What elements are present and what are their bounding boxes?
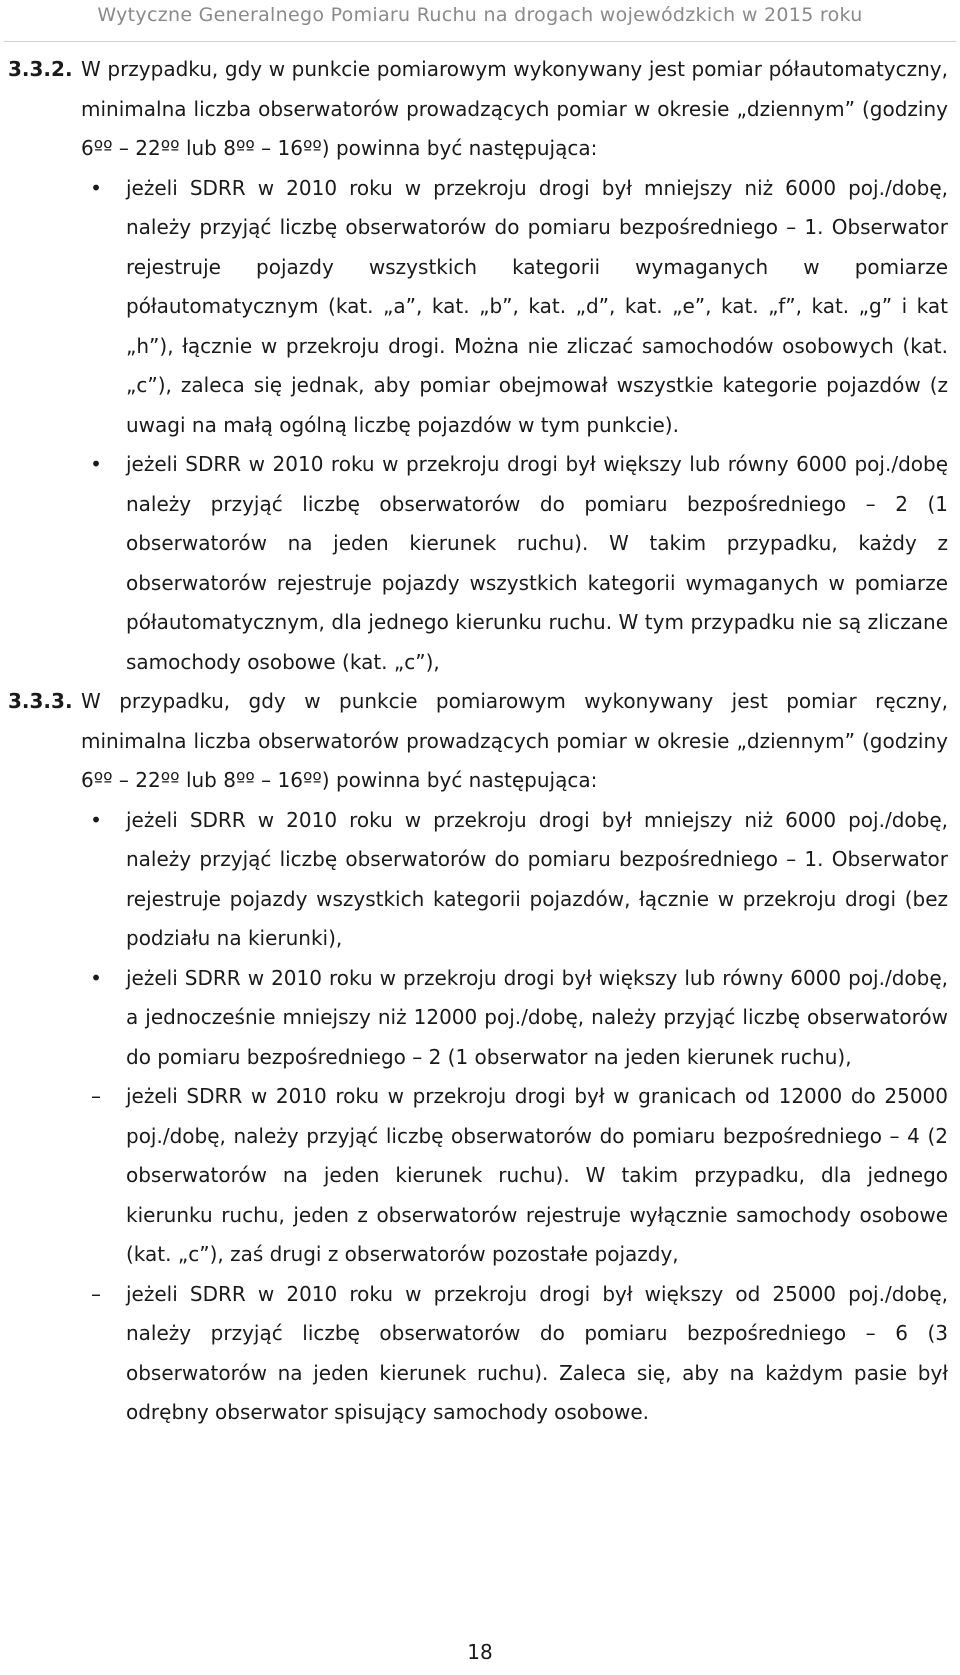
list-item-text: jeżeli SDRR w 2010 roku w przekroju drogi był w granicach od 12000 do 25000 poj./dobę, należy przyjąć liczbę obserwatorów do pomiaru bezpośredniego – 4 (2 obserwatorów na jeden kierunek ruchu). W takim przypadku, dla jednego kierunku ruchu, jeden z obserwatorów rejestruje wyłącznie samochody osobowe (kat. „c”), zaś drugi z obserwatorów pozostałe pojazdy, — [126, 1084, 948, 1266]
list-item-text: jeżeli SDRR w 2010 roku w przekroju drogi był większy lub równy 6000 poj./dobę należy przyjąć liczbę obserwatorów do pomiaru bezpośredniego – 2 (1 obserwatorów na jeden kierunek ruchu). W takim przypadku, każdy z obserwatorów rejestruje pojazdy wszystkich kategorii wymaganych w pomiarze półautomatycznym, dla jednego kierunku ruchu. W tym przypadku nie są zliczane samochody osobowe (kat. „c”), — [126, 452, 948, 674]
dash-icon: – — [91, 1281, 101, 1306]
section-intro: W przypadku, gdy w punkcie pomiarowym wykonywany jest pomiar półautomatyczny, minimalna liczba obserwatorów prowadzących pomiar w okresie „dziennym” (godziny 6ºº – 22ºº lub 8ºº – 16ºº) powinna być następująca: — [81, 57, 948, 160]
list-item-text: jeżeli SDRR w 2010 roku w przekroju drogi był większy lub równy 6000 poj./dobę, a jednocześnie mniejszy niż 12000 poj./dobę, należy przyjąć liczbę obserwatorów do pomiaru bezpośredniego – 2 (1 obserwator na jeden kierunek ruchu), — [126, 965, 948, 1069]
running-header: Wytyczne Generalnego Pomiaru Ruchu na drogach wojewódzkich w 2015 roku — [97, 4, 863, 26]
bullet-icon: • — [90, 807, 102, 832]
dash-icon: – — [91, 1084, 101, 1108]
list-item — [90, 445, 948, 682]
list-item — [91, 1275, 948, 1433]
section-3-3-3 — [8, 682, 948, 801]
list-item — [91, 1077, 948, 1275]
list-item-text: jeżeli SDRR w 2010 roku w przekroju drogi był mniejszy niż 6000 poj./dobę, należy przyjąć liczbę obserwatorów do pomiaru bezpośredniego – 1. Obserwator rejestruje pojazdy wszystkich kategorii pojazdów, łącznie w przekroju drogi (bez podziału na kierunki), — [126, 807, 948, 950]
section-3-3-2 — [8, 50, 948, 169]
list-item — [90, 959, 948, 1078]
section-number: 3.3.3. — [8, 689, 73, 713]
list-item — [90, 801, 948, 959]
bullet-icon: • — [90, 452, 102, 476]
section-number: 3.3.2. — [8, 57, 73, 81]
header-divider — [4, 41, 956, 42]
page-number: 18 — [467, 1640, 493, 1664]
bullet-icon: • — [90, 965, 102, 990]
section-intro: W przypadku, gdy w punkcie pomiarowym wykonywany jest pomiar ręczny, minimalna liczba obserwatorów prowadzących pomiar w okresie „dziennym” (godziny 6ºº – 22ºº lub 8ºº – 16ºº) powinna być następująca: — [81, 689, 948, 792]
list-item — [90, 169, 948, 446]
bullet-icon: • — [90, 175, 102, 200]
list-item-text: jeżeli SDRR w 2010 roku w przekroju drogi był większy od 25000 poj./dobę, należy przyjąć liczbę obserwatorów do pomiaru bezpośredniego – 6 (3 obserwatorów na jeden kierunek ruchu). Zaleca się, aby na każdym pasie był odrębny obserwator spisujący samochody osobowe. — [126, 1281, 948, 1424]
list-item-text: jeżeli SDRR w 2010 roku w przekroju drogi był mniejszy niż 6000 poj./dobę, należy przyjąć liczbę obserwatorów do pomiaru bezpośredniego – 1. Obserwator rejestruje pojazdy wszystkich kategorii wymaganych w pomiarze półautomatycznym (kat. „a”, kat. „b”, kat. „d”, kat. „e”, kat. „f”, kat. „g” i kat „h”), łącznie w przekroju drogi. Można nie zliczać samochodów osobowych (kat. „c”), zaleca się jednak, aby pomiar obejmował wszystkie kategorie pojazdów (z uwagi na małą ogólną liczbę pojazdów w tym punkcie). — [126, 175, 948, 437]
document-body — [8, 50, 948, 1433]
